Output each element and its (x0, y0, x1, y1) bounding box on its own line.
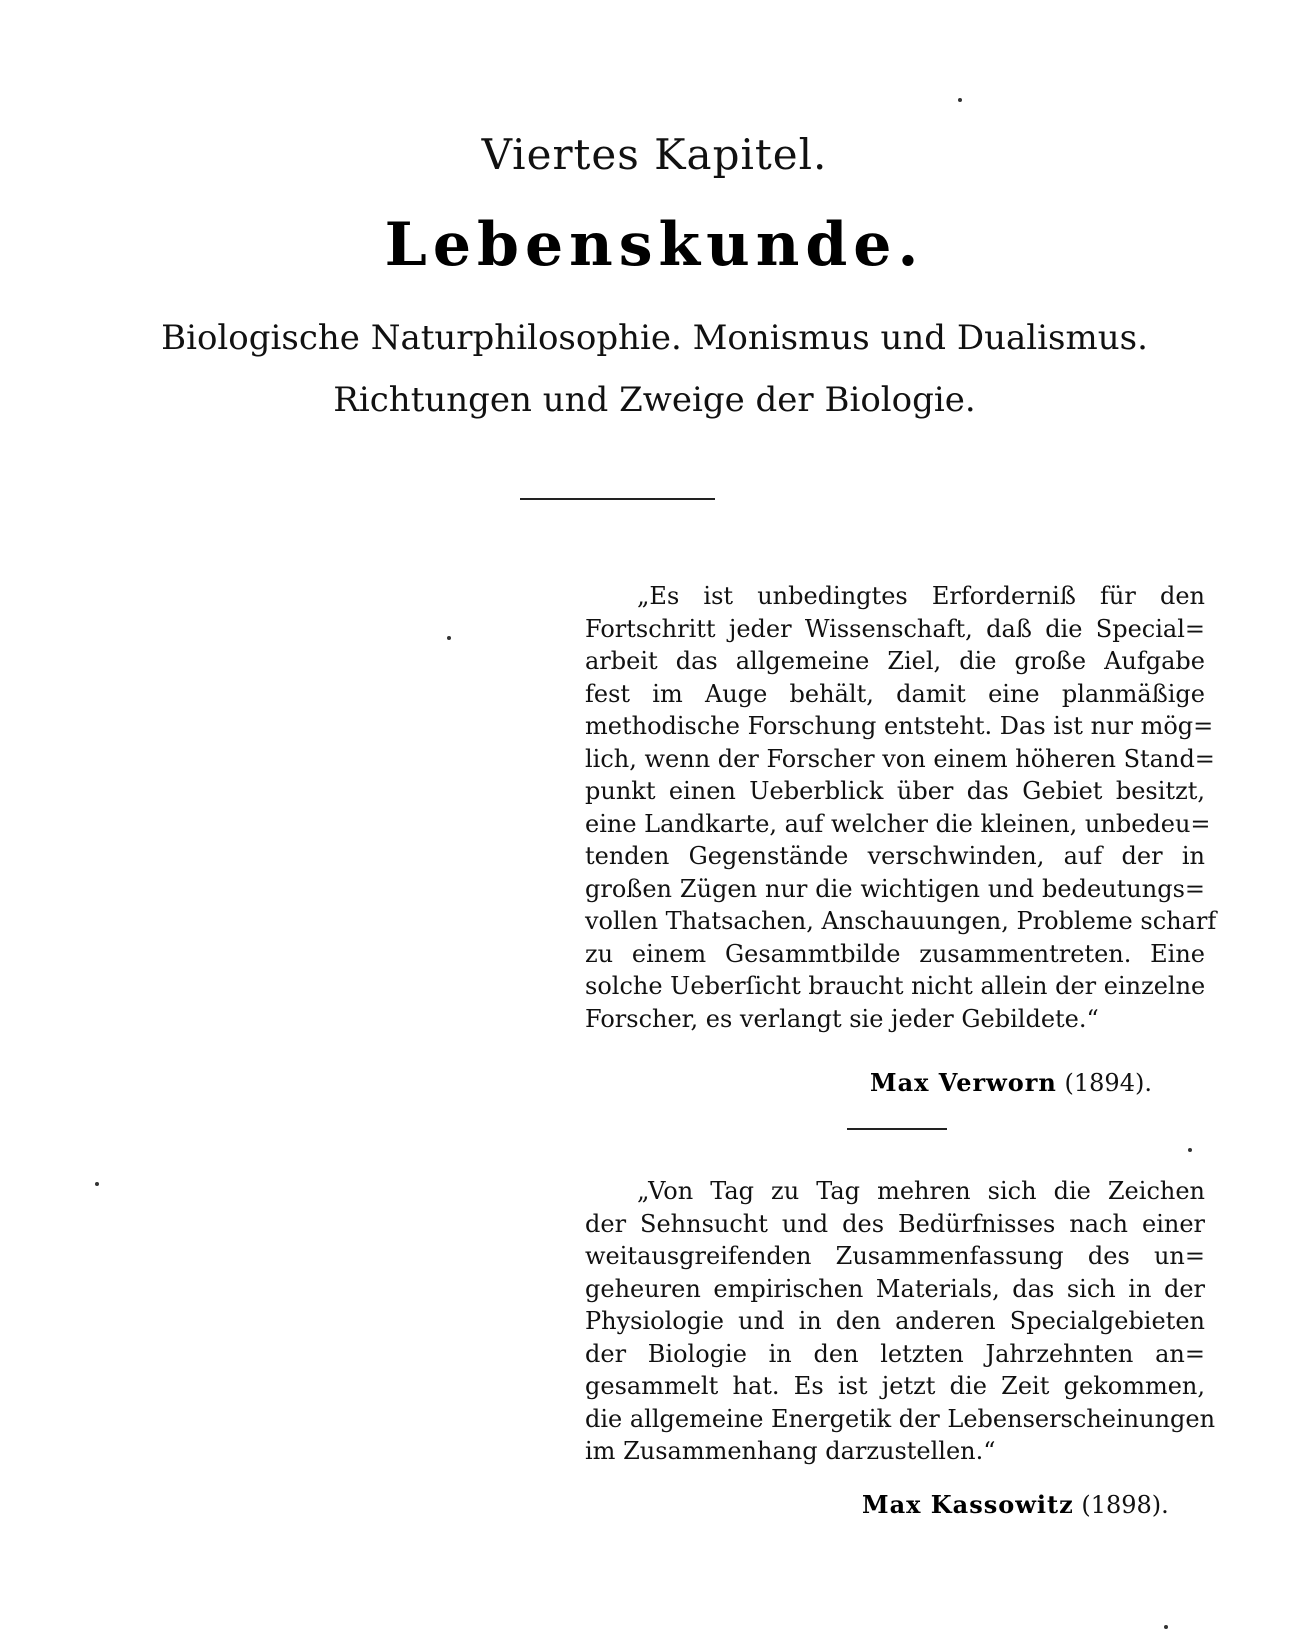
chapter-number: Viertes Kapitel. (481, 130, 828, 179)
quote-line: der Biologie in den letzten Jahrzehnten an= (585, 1339, 1205, 1368)
quote-line: Forscher, es verlangt sie jeder Gebildete.“ (585, 1004, 1099, 1033)
quote-divider (847, 1128, 947, 1130)
quote-line: die allgemeine Energetik der Lebenserscheinungen (585, 1404, 1216, 1433)
quote-year: (1898). (1081, 1491, 1169, 1519)
quote-line: fest im Auge behält, damit eine planmäßige (585, 679, 1205, 708)
quote-line: geheuren empirischen Materials, das sich in der (585, 1274, 1205, 1303)
quote-line: solche Ueberſicht braucht nicht allein der einzelne (585, 972, 1206, 1000)
epigraph-quote-verworn (585, 580, 1217, 1035)
quote-line: Physiologie und in den anderen Specialgebieten (585, 1307, 1205, 1335)
quote-line: der Sehnsucht und des Bedürfnisses nach einer (585, 1209, 1205, 1238)
quote-author: Max Verworn (870, 1068, 1057, 1097)
quote-line: methodische Forschung entsteht. Das ist nur mög= (585, 712, 1214, 740)
quote-line: eine Landkarte, auf welcher die kleinen, unbedeu= (585, 809, 1211, 838)
quote-line: zu einem Gesammtbilde zusammentreten. Eine (585, 939, 1205, 968)
quote-line: tenden Gegenstände verschwinden, auf der in (585, 842, 1205, 870)
quote-line: „Von Tag zu Tag mehren sich die Zeichen (637, 1177, 1205, 1205)
quote-line: im Zusammenhang darzustellen.“ (585, 1437, 996, 1465)
chapter-title: Lebenskunde. (384, 210, 925, 280)
quote-line: Fortschritt jeder Wissenschaft, daß die Special= (585, 614, 1205, 643)
section-divider (520, 498, 715, 500)
scan-speck (1188, 1148, 1192, 1152)
quote-line: arbeit das allgemeine Ziel, die große Aufgabe (585, 647, 1205, 675)
quote-line: großen Zügen nur die wichtigen und bedeutungs= (585, 874, 1205, 903)
quote-attribution-kassowitz (862, 1490, 1169, 1519)
quote-line: lich, wenn der Forscher von einem höheren Stand= (585, 744, 1215, 773)
epigraph-quote-kassowitz (585, 1175, 1216, 1468)
chapter-subtitle-line-1: Biologische Naturphilosophie. Monismus und Dualismus. (161, 318, 1148, 358)
quote-line: „Es ist unbedingtes Erforderniß für den (637, 582, 1205, 610)
quote-line: punkt einen Ueberblick über das Gebiet besitzt, (585, 777, 1205, 805)
quote-year: (1894). (1064, 1069, 1152, 1097)
quote-line: weitausgreifenden Zusammenfassung des un= (585, 1242, 1205, 1270)
quote-author: Max Kassowitz (862, 1490, 1074, 1519)
scan-speck (958, 98, 962, 102)
quote-line: vollen Thatsachen, Anschauungen, Probleme scharf (585, 907, 1217, 935)
scan-speck (447, 636, 451, 640)
scan-speck (95, 1182, 99, 1186)
quote-line: gesammelt hat. Es ist jetzt die Zeit gekommen, (585, 1372, 1205, 1400)
scan-speck (1164, 1625, 1168, 1629)
chapter-subtitle-line-2: Richtungen und Zweige der Biologie. (333, 380, 976, 420)
quote-attribution-verworn (870, 1068, 1152, 1097)
